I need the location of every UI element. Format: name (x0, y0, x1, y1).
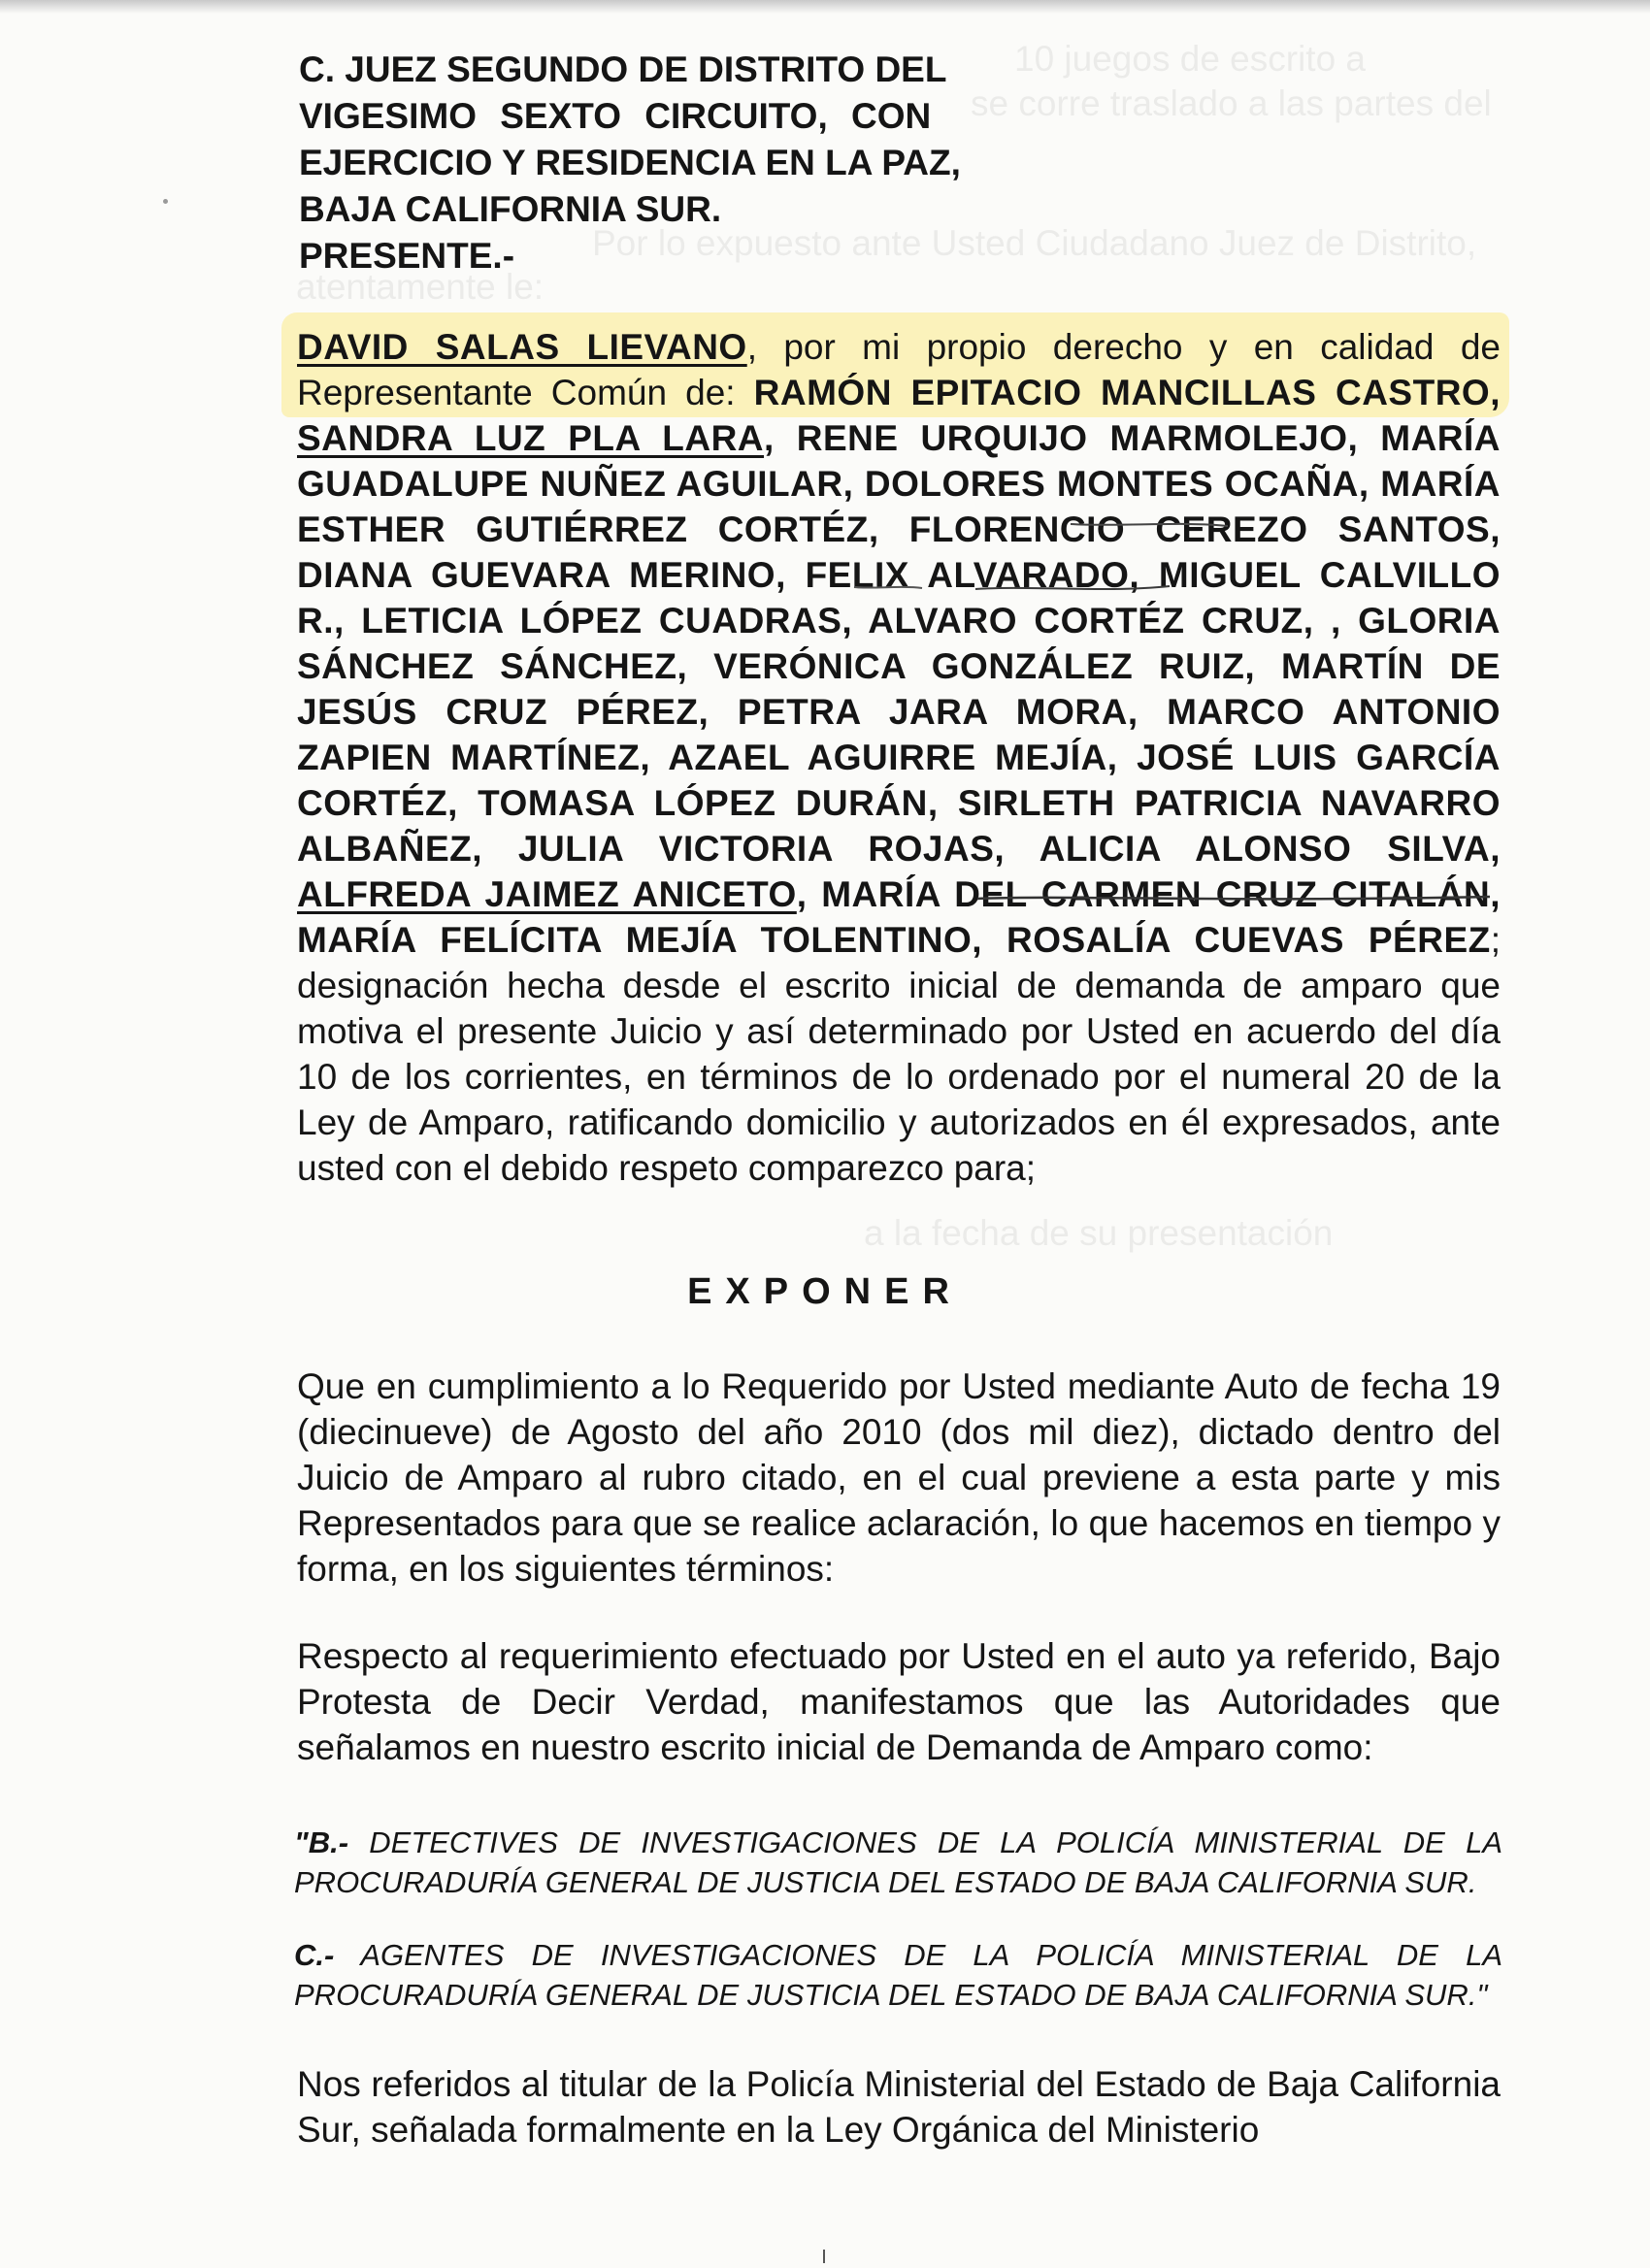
quote-authority-b (294, 1823, 1502, 1902)
represented-name: MARTÍN DE JESÚS CRUZ PÉREZ (297, 646, 1502, 732)
paragraph-referred: Nos referidos al titular de la Policía Ministerial del Estado de Baja California Sur, señalada formalmente en la Ley Orgánica del Ministerio (297, 2064, 1501, 2150)
addressee-line: PRESENTE.- (299, 236, 515, 276)
name-separator: , (796, 874, 822, 914)
represented-name: MARÍA ESTHER GUTIÉRREZ CORTÉZ (297, 464, 1502, 549)
represented-name: MIGUEL CALVILLO R. (297, 555, 1502, 641)
intro-text: , por mi propio derecho y en calidad de Representante Común de: (297, 327, 1501, 412)
pen-underline-marks (0, 0, 1650, 1068)
name-separator: , (1490, 874, 1502, 914)
quote-b-prefix: "B.- (294, 1825, 349, 1859)
name-separator: , (1358, 464, 1381, 504)
name-separator: , (868, 509, 909, 549)
quote-authority-c (294, 1935, 1502, 2015)
represented-name: PETRA JARA MORA (737, 692, 1128, 732)
name-separator: , (676, 646, 714, 686)
represented-name: , GLORIA SÁNCHEZ SÁNCHEZ (297, 601, 1502, 686)
bleed-through-text: se corre traslado a las partes del (971, 83, 1492, 123)
name-separator: , (334, 601, 362, 641)
quote-b-text: DETECTIVES DE INVESTIGACIONES DE LA POLICÍA MINISTERIAL DE LA PROCURADURÍA GENERAL DE JUSTICIA DEL ESTADO DE BAJA CALIFORNIA SUR. (294, 1825, 1502, 1899)
represented-name: MARÍA DEL CARMEN CRUZ CITALÁN (821, 874, 1491, 914)
represented-name: MARÍA FELÍCITA MEJÍA TOLENTINO (297, 920, 973, 960)
bleed-through-text: a la fecha de su presentación (864, 1213, 1334, 1253)
addressee-line: C. JUEZ SEGUNDO DE DISTRITO DEL (299, 49, 947, 89)
name-separator: , (764, 418, 797, 458)
represented-name: SANDRA LUZ PLA LARA (297, 418, 765, 458)
name-separator: , (776, 555, 806, 595)
paragraph-protest: Respecto al requerimiento efectuado por Usted en el auto ya referido, Bajo Protesta de Decir Verdad, manifestamos que las Autoridades que señalamos en nuestro escrito inicial de Demanda de Amparo como: (297, 1636, 1501, 1767)
name-separator: , (698, 692, 738, 732)
name-separator: , (640, 738, 669, 777)
represented-name: RENE URQUIJO MARMOLEJO (796, 418, 1348, 458)
represented-name: JULIA VICTORIA ROJAS (517, 829, 995, 869)
name-separator: , (842, 464, 865, 504)
represented-name: VERÓNICA GONZÁLEZ RUIZ (713, 646, 1245, 686)
represented-name: MARÍA GUADALUPE NUÑEZ AGUILAR (297, 418, 1502, 504)
name-separator: , (842, 601, 869, 641)
represented-name: FELIX ALVARADO (805, 555, 1130, 595)
represented-name: ALVARO CORTÉZ CRUZ (868, 601, 1304, 641)
represented-name: DOLORES MONTES OCAÑA (864, 464, 1359, 504)
addressee-line: EJERCICIO Y RESIDENCIA EN LA PAZ, (299, 143, 961, 182)
name-separator: , (927, 783, 958, 823)
name-separator: , (1129, 555, 1159, 595)
name-separator: , (447, 783, 478, 823)
represented-name: RAMÓN EPITACIO MANCILLAS CASTRO (753, 373, 1491, 412)
represented-name: ROSALÍA CUEVAS PÉREZ (1006, 920, 1491, 960)
bleed-through-text: 10 juegos de escrito a (1014, 39, 1367, 79)
signer-name: DAVID SALAS LIEVANO (297, 327, 747, 367)
addressee-line: BAJA CALIFORNIA SUR. (299, 189, 722, 229)
name-separator: , (1490, 829, 1502, 869)
addressee-line: VIGESIMO SEXTO CIRCUITO, CON (299, 96, 932, 136)
represented-name: JOSÉ LUIS GARCÍA CORTÉZ (297, 738, 1502, 823)
name-separator: , (1244, 646, 1281, 686)
name-separator: , (972, 920, 1006, 960)
name-separator: , (1490, 373, 1501, 412)
quote-c-text: AGENTES DE INVESTIGACIONES DE LA POLICÍA MINISTERIAL DE LA PROCURADURÍA GENERAL DE JUSTICIA DEL ESTADO DE BAJA CALIFORNIA SUR." (294, 1938, 1502, 2012)
name-separator: , (1127, 692, 1168, 732)
represented-name: AZAEL AGUIRRE MEJÍA (668, 738, 1107, 777)
represented-name: MARCO ANTONIO ZAPIEN MARTÍNEZ (297, 692, 1501, 777)
paragraph-requirement: Que en cumplimiento a lo Requerido por Usted mediante Auto de fecha 19 (diecinueve) de Agosto del año 2010 (dos mil diez), dictado dentro del Juicio de Amparo al rubro citado, en el cual previene a esta parte y mis Representados para que se realice aclaración, lo que hacemos en tiempo y forma, en los siguientes términos: (297, 1366, 1501, 1589)
represented-name: DIANA GUEVARA MERINO (297, 555, 776, 595)
represented-name: SIRLETH PATRICIA NAVARRO ALBAÑEZ (297, 783, 1501, 869)
intro-text-continued: ; designación hecha desde el escrito inicial de demanda de amparo que motiva el presente Juicio y así determinado por Usted en acuerdo del día 10 de los corrientes, en términos de lo ordenado por el numeral 20 de la Ley de Amparo, ratificando domicilio y autorizados en él expresados, ante usted con el debido respeto comparezco para; (297, 920, 1501, 1188)
represented-name: TOMASA LÓPEZ DURÁN (478, 783, 928, 823)
name-separator: , (1347, 418, 1381, 458)
section-heading: EXPONER (687, 1271, 963, 1312)
bleed-through-text: Por lo expuesto ante Usted Ciudadano Juez de Distrito, (592, 223, 1477, 263)
scan-mark (823, 2250, 825, 2263)
name-separator: , (1303, 601, 1331, 641)
represented-name: FLORENCIO CEREZO SANTOS (908, 509, 1491, 549)
name-separator: , (1490, 509, 1501, 549)
name-separator: , (994, 829, 1040, 869)
quote-c-prefix: C.- (294, 1938, 335, 1972)
represented-name: ALICIA ALONSO SILVA (1039, 829, 1491, 869)
represented-name: ALFREDA JAIMEZ ANICETO (297, 874, 797, 914)
name-separator: , (1106, 738, 1138, 777)
name-separator: , (472, 829, 518, 869)
bleed-through-text: atentamente le: (296, 267, 544, 307)
represented-name: LETICIA LÓPEZ CUADRAS (361, 601, 842, 641)
